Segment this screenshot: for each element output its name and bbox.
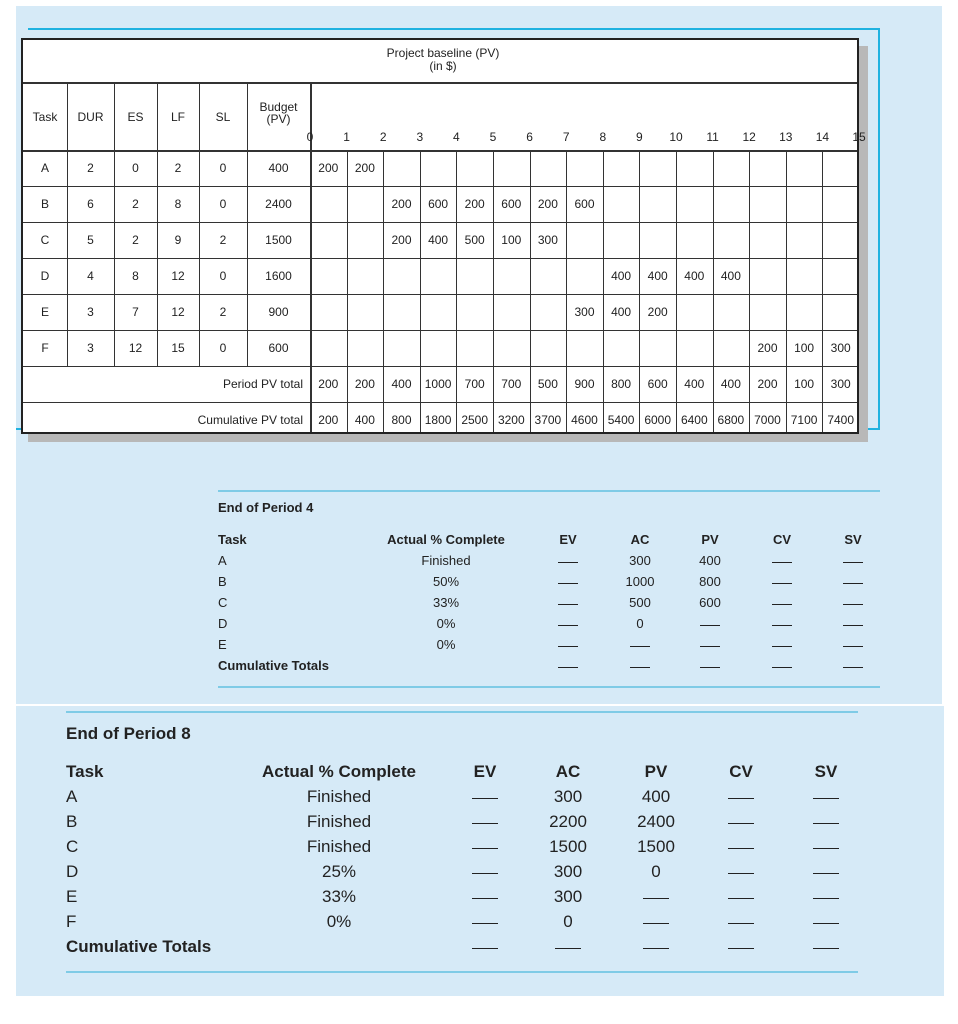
percent-complete: 25%	[321, 862, 357, 881]
cv-blank	[772, 604, 792, 605]
header-pct: Actual % Complete	[262, 762, 416, 781]
task-label: E	[66, 887, 78, 906]
percent-complete: 0%	[436, 637, 456, 652]
task-task-cell: E	[40, 305, 49, 319]
task-budget-cell: 600	[268, 341, 289, 355]
cv-blank	[772, 646, 792, 647]
cumulative-total-value: 6000	[644, 413, 672, 427]
baseline-title-line1: Project baseline (PV)	[386, 46, 500, 60]
header-sl: SL	[215, 110, 231, 124]
sv-blank	[843, 646, 863, 647]
ev-blank	[558, 583, 578, 584]
task-lf-cell: 9	[174, 233, 182, 247]
pv-value-cell: 600	[428, 197, 449, 211]
baseline-title	[313, 47, 573, 73]
row-divider-line	[23, 402, 857, 403]
period-tick-label: 3	[416, 130, 424, 144]
sv-blank	[813, 798, 839, 799]
section-top-rule	[66, 711, 858, 713]
sv-blank	[813, 823, 839, 824]
cv-blank	[772, 562, 792, 563]
task-dur-cell: 3	[87, 341, 94, 355]
task-task-cell: C	[40, 233, 50, 247]
pv-value-cell: 600	[574, 197, 595, 211]
sv-blank	[843, 583, 863, 584]
task-task-cell: B	[40, 197, 49, 211]
cumulative-pv-total-label: Cumulative PV total	[197, 413, 303, 427]
pv-value-cell: 400	[684, 269, 705, 283]
cumulative-total-value: 2500	[461, 413, 489, 427]
ac-value: 500	[629, 595, 651, 610]
header-task: Task	[218, 532, 247, 547]
pv-value: 600	[699, 595, 721, 610]
cumulative-total-value: 800	[391, 413, 412, 427]
task-es-cell: 2	[132, 197, 139, 211]
column-divider-line	[199, 82, 200, 366]
task-label: B	[218, 574, 227, 589]
task-dur-cell: 5	[87, 233, 94, 247]
pv-value-cell: 200	[464, 197, 485, 211]
row-divider-line	[23, 366, 857, 367]
header-pv: PV	[701, 532, 719, 547]
task-es-cell: 2	[132, 233, 139, 247]
percent-complete: Finished	[306, 837, 372, 856]
section-bottom-rule	[66, 971, 858, 973]
sv-blank	[813, 873, 839, 874]
period-total-value: 700	[464, 377, 485, 391]
period-pv-total-label: Period PV total	[222, 377, 303, 391]
percent-complete: Finished	[421, 553, 471, 568]
header-budget-line2: (PV)	[266, 112, 291, 126]
pv-value-cell: 300	[574, 305, 595, 319]
period-tick-label: 15	[852, 130, 866, 144]
period-total-value: 1000	[424, 377, 452, 391]
cv-blank	[728, 923, 754, 924]
ev-blank	[472, 798, 498, 799]
task-label: D	[66, 862, 79, 881]
column-divider-line	[114, 82, 115, 366]
percent-complete: 0%	[326, 912, 352, 931]
period-total-value: 200	[318, 377, 339, 391]
pv-value: 800	[699, 574, 721, 589]
task-sl-cell: 0	[219, 161, 227, 175]
pv-value-cell: 400	[611, 305, 632, 319]
period-total-value: 500	[537, 377, 558, 391]
pv-value-cell: 600	[501, 197, 522, 211]
period-tick-label: 2	[379, 130, 387, 144]
period-total-value: 600	[647, 377, 668, 391]
task-task-cell: F	[41, 341, 49, 355]
pv-value-cell: 100	[501, 233, 522, 247]
percent-complete: 0%	[436, 616, 456, 631]
cv-blank	[728, 848, 754, 849]
period-tick-label: 1	[343, 130, 350, 144]
sv-blank	[813, 898, 839, 899]
cumulative-total-value: 7000	[754, 413, 781, 427]
period-total-value: 900	[574, 377, 595, 391]
task-label: B	[66, 812, 78, 831]
ac-value: 1000	[625, 574, 655, 589]
total-blank	[472, 948, 498, 949]
pv-value-cell: 300	[537, 233, 558, 247]
header-divider-line	[23, 82, 857, 84]
pv-value-cell: 400	[611, 269, 632, 283]
row-divider-line	[23, 294, 857, 295]
header-sv: SV	[844, 532, 862, 547]
pv-value: 400	[699, 553, 721, 568]
task-label: C	[218, 595, 228, 610]
period-title: End of Period 8	[66, 724, 191, 743]
ac-value: 0	[563, 912, 573, 931]
percent-complete: 33%	[432, 595, 460, 610]
sv-blank	[813, 923, 839, 924]
pv-blank	[700, 646, 720, 647]
pv-value-cell: 200	[354, 161, 375, 175]
task-sl-cell: 0	[219, 197, 227, 211]
task-sl-cell: 0	[219, 269, 227, 283]
header-es: ES	[127, 110, 144, 124]
ev-blank	[472, 823, 498, 824]
section-top-rule	[218, 490, 880, 492]
task-label: C	[66, 837, 79, 856]
cv-blank	[728, 798, 754, 799]
sv-blank	[843, 625, 863, 626]
period-tick-label: 5	[489, 130, 497, 144]
task-lf-cell: 12	[171, 269, 185, 283]
header-task: Task	[66, 762, 104, 781]
task-budget-cell: 2400	[265, 197, 292, 211]
ac-value: 300	[553, 887, 583, 906]
task-dur-cell: 6	[87, 197, 94, 211]
period-tick-label: 14	[815, 130, 830, 144]
ac-value: 2200	[549, 812, 587, 831]
task-sl-cell: 0	[219, 341, 227, 355]
pv-value-cell: 200	[757, 341, 778, 355]
total-blank	[843, 667, 863, 668]
ev-blank	[558, 562, 578, 563]
header-ev: EV	[473, 762, 497, 781]
period-total-value: 200	[757, 377, 778, 391]
row-divider-line	[23, 258, 857, 259]
task-dur-cell: 4	[87, 269, 94, 283]
cumulative-totals-label: Cumulative Totals	[218, 658, 330, 673]
pv-value-cell: 200	[391, 233, 412, 247]
percent-complete: 33%	[321, 887, 357, 906]
task-lf-cell: 12	[171, 305, 185, 319]
task-es-cell: 0	[132, 161, 139, 175]
task-sl-cell: 2	[219, 305, 227, 319]
task-label: E	[218, 637, 227, 652]
ev-blank	[472, 848, 498, 849]
period-total-value: 100	[794, 377, 815, 391]
period-total-value: 800	[611, 377, 632, 391]
cumulative-total-value: 6400	[680, 413, 708, 427]
period-total-value: 400	[720, 377, 741, 391]
total-blank	[558, 667, 578, 668]
period-tick-label: 8	[599, 130, 607, 144]
task-label: A	[66, 787, 78, 806]
row-divider-line	[23, 330, 857, 331]
pv-value-cell: 300	[830, 341, 851, 355]
header-lf: LF	[170, 110, 185, 124]
cv-blank	[772, 625, 792, 626]
header-cv: CV	[729, 762, 753, 781]
ac-value: 300	[553, 862, 583, 881]
cumulative-total-value: 1800	[424, 413, 452, 427]
ac-blank	[630, 646, 650, 647]
pv-value: 2400	[637, 812, 675, 831]
cv-blank	[728, 873, 754, 874]
task-es-cell: 7	[132, 305, 139, 319]
header-sv: SV	[814, 762, 838, 781]
pv-blank	[643, 898, 669, 899]
total-blank	[555, 948, 581, 949]
task-budget-cell: 1500	[265, 233, 292, 247]
period-tick-label: 7	[562, 130, 570, 144]
task-label: D	[218, 616, 228, 631]
cumulative-total-value: 4600	[571, 413, 598, 427]
baseline-title-line2: (in $)	[429, 59, 457, 73]
sv-blank	[843, 562, 863, 563]
task-es-cell: 8	[132, 269, 139, 283]
cv-blank	[728, 823, 754, 824]
ac-value: 300	[553, 787, 583, 806]
period-total-value: 400	[684, 377, 705, 391]
sv-blank	[813, 848, 839, 849]
accent-line-top	[28, 28, 880, 30]
ev-blank	[472, 898, 498, 899]
task-lf-cell: 8	[174, 197, 182, 211]
period-tick-label: 11	[706, 130, 719, 144]
pv-value-cell: 500	[464, 233, 485, 247]
ac-value: 0	[636, 616, 644, 631]
period-title: End of Period 4	[218, 500, 314, 515]
task-sl-cell: 2	[219, 233, 227, 247]
pv-value-cell: 200	[391, 197, 412, 211]
ev-blank	[472, 923, 498, 924]
cumulative-total-value: 7100	[790, 413, 818, 427]
cumulative-total-value: 7400	[827, 413, 855, 427]
header-task: Task	[32, 110, 58, 124]
period-tick-label: 13	[779, 130, 793, 144]
ev-blank	[558, 604, 578, 605]
pv-value-cell: 200	[647, 305, 668, 319]
row-divider-line	[23, 186, 857, 187]
pv-value-cell: 200	[318, 161, 339, 175]
column-divider-line	[157, 82, 158, 366]
pv-value-cell: 400	[720, 269, 741, 283]
total-blank	[728, 948, 754, 949]
total-blank	[643, 948, 669, 949]
pv-blank	[700, 625, 720, 626]
task-task-cell: D	[40, 269, 50, 283]
header-ac: AC	[555, 762, 581, 781]
task-lf-cell: 15	[171, 341, 185, 355]
percent-complete: 50%	[432, 574, 460, 589]
total-blank	[772, 667, 792, 668]
header-ac: AC	[630, 532, 650, 547]
period-tick-label: 10	[669, 130, 683, 144]
pv-value: 0	[651, 862, 661, 881]
task-task-cell: A	[40, 161, 49, 175]
cumulative-total-value: 3700	[534, 413, 562, 427]
ev-blank	[558, 646, 578, 647]
period-total-value: 400	[391, 377, 412, 391]
period-tick-label: 9	[636, 130, 643, 144]
ev-blank	[472, 873, 498, 874]
accent-line-right	[878, 28, 880, 430]
task-label: F	[66, 912, 77, 931]
column-divider-line	[67, 82, 68, 366]
cumulative-total-value: 200	[318, 413, 339, 427]
header-dur: DUR	[77, 110, 104, 124]
cumulative-totals-label: Cumulative Totals	[66, 937, 212, 956]
total-blank	[813, 948, 839, 949]
header-pv: PV	[644, 762, 668, 781]
task-es-cell: 12	[128, 341, 143, 355]
ac-value: 300	[629, 553, 651, 568]
header-cv: CV	[772, 532, 792, 547]
ac-value: 1500	[549, 837, 587, 856]
cumulative-total-value: 400	[354, 413, 375, 427]
row-divider-line	[23, 150, 857, 152]
task-dur-cell: 3	[87, 305, 94, 319]
percent-complete: Finished	[306, 787, 372, 806]
pv-value-cell: 400	[428, 233, 449, 247]
task-budget-cell: 900	[268, 305, 289, 319]
task-budget-cell: 1600	[265, 269, 292, 283]
row-divider-line	[23, 222, 857, 223]
cv-blank	[772, 583, 792, 584]
cumulative-total-value: 5400	[607, 413, 635, 427]
section-bottom-rule	[218, 686, 880, 688]
period-total-value: 200	[354, 377, 375, 391]
cumulative-total-value: 6800	[717, 413, 745, 427]
task-lf-cell: 2	[174, 161, 182, 175]
cv-blank	[728, 898, 754, 899]
pv-blank	[643, 923, 669, 924]
total-blank	[630, 667, 650, 668]
pv-value-cell: 100	[794, 341, 815, 355]
task-dur-cell: 2	[87, 161, 94, 175]
sv-blank	[843, 604, 863, 605]
header-budget-line1: Budget	[259, 100, 298, 114]
period-tick-label: 4	[453, 130, 460, 144]
pv-value: 1500	[637, 837, 675, 856]
pv-value-cell: 200	[537, 197, 558, 211]
period-total-value: 300	[830, 377, 851, 391]
task-budget-cell: 400	[268, 161, 289, 175]
period-total-value: 700	[501, 377, 522, 391]
pv-value-cell: 400	[647, 269, 668, 283]
pv-value: 400	[641, 787, 671, 806]
task-label: A	[218, 553, 227, 568]
header-ev: EV	[559, 532, 577, 547]
percent-complete: Finished	[306, 812, 372, 831]
total-blank	[700, 667, 720, 668]
cumulative-total-value: 3200	[497, 413, 525, 427]
header-pct: Actual % Complete	[387, 532, 505, 547]
ev-blank	[558, 625, 578, 626]
baseline-table	[21, 38, 866, 434]
period-tick-label: 6	[526, 130, 533, 144]
period-tick-label: 0	[306, 130, 314, 144]
period-tick-label: 12	[742, 130, 756, 144]
